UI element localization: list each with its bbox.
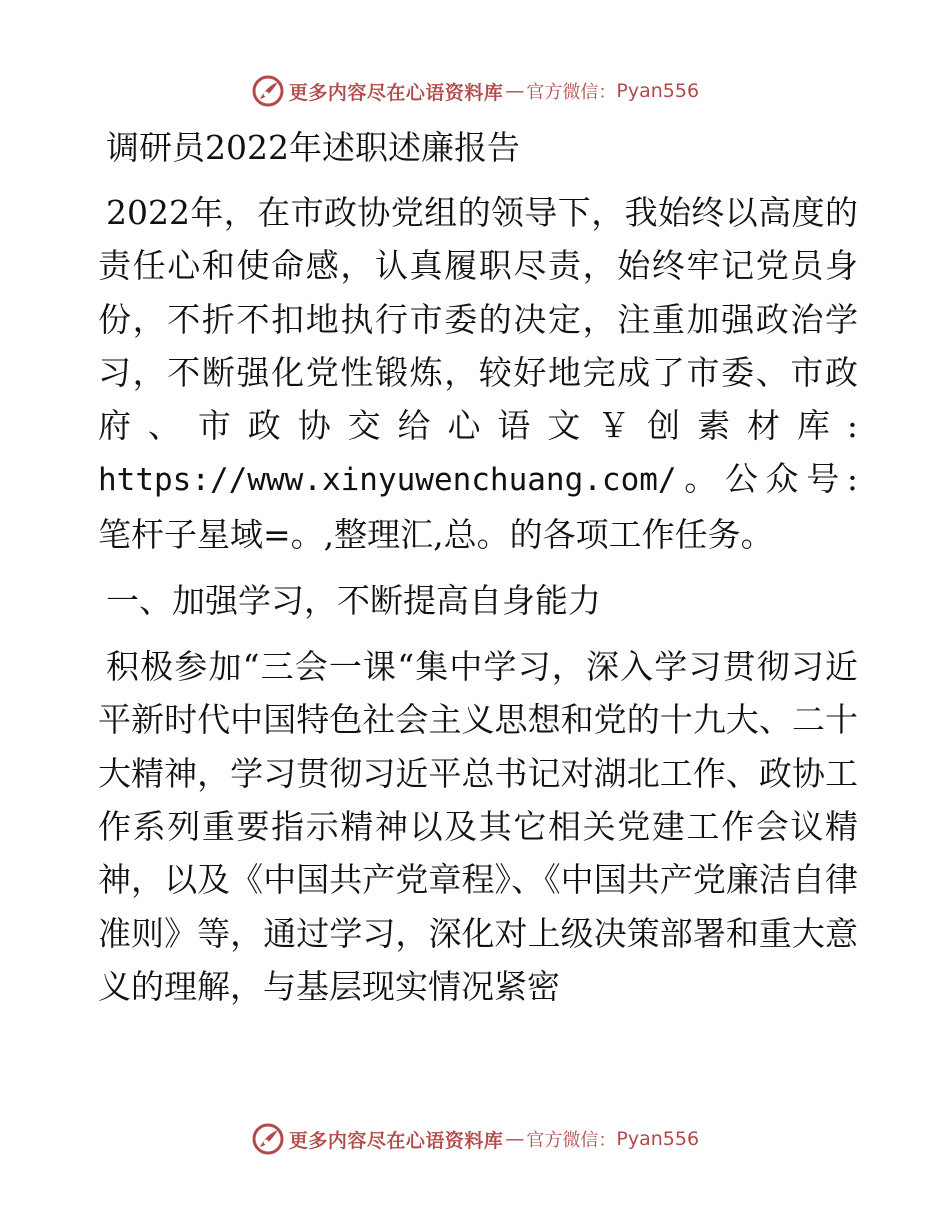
section-heading: 一、加强学习，不断提高自身能力 xyxy=(106,581,601,621)
footer-watermark xyxy=(0,1119,950,1159)
intro-text-end: 。公众号: 笔杆子星域=。,整理汇,总。的各项工作任务。 xyxy=(98,459,858,554)
banner-wechat-label: 官方微信： xyxy=(526,1130,617,1151)
banner-brand-text: 更多内容尽在心语资料库 xyxy=(288,1129,504,1152)
banner-wechat-id: Pyan556 xyxy=(616,1128,700,1150)
intro-url: https://www.xinyuwenchuang.com/ xyxy=(98,462,677,499)
intro-paragraph xyxy=(98,186,858,561)
banner-dash: — xyxy=(505,1128,525,1150)
banner-wechat-id: Pyan556 xyxy=(616,80,700,102)
banner-dash: — xyxy=(505,80,525,102)
banner-wechat-label: 官方微信： xyxy=(526,82,617,103)
quill-logo-icon xyxy=(251,74,285,108)
section-paragraph: 积极参加“三会一课“集中学习，深入学习贯彻习近平新时代中国特色社会主义思想和党的十九大、二十大精神，学习贯彻习近平总书记对湖北工作、政协工作系列重要指示精神以及其它相关党建工作会议精神，以及《中国共产党章程》、《中国共产党廉洁自律准则》等，通过学习，深化对上级决策部署和重大意义的理解，与基层现实情况紧密 xyxy=(98,647,858,1006)
document-title: 调研员2022年述职述廉报告 xyxy=(106,128,520,167)
quill-logo-icon xyxy=(251,1122,285,1156)
banner-brand-text: 更多内容尽在心语资料库 xyxy=(288,81,504,104)
intro-text: 2022年，在市政协党组的领导下，我始终以高度的责任心和使命感，认真履职尽责，始终牢记党员身份，不折不扣地执行市委的决定，注重加强政治学习，不断强化党性锻炼，较好地完成了市委、市政府、市政协交给心语文￥创素材库: xyxy=(98,193,858,446)
document-body xyxy=(98,122,858,1026)
header-watermark xyxy=(0,71,950,111)
